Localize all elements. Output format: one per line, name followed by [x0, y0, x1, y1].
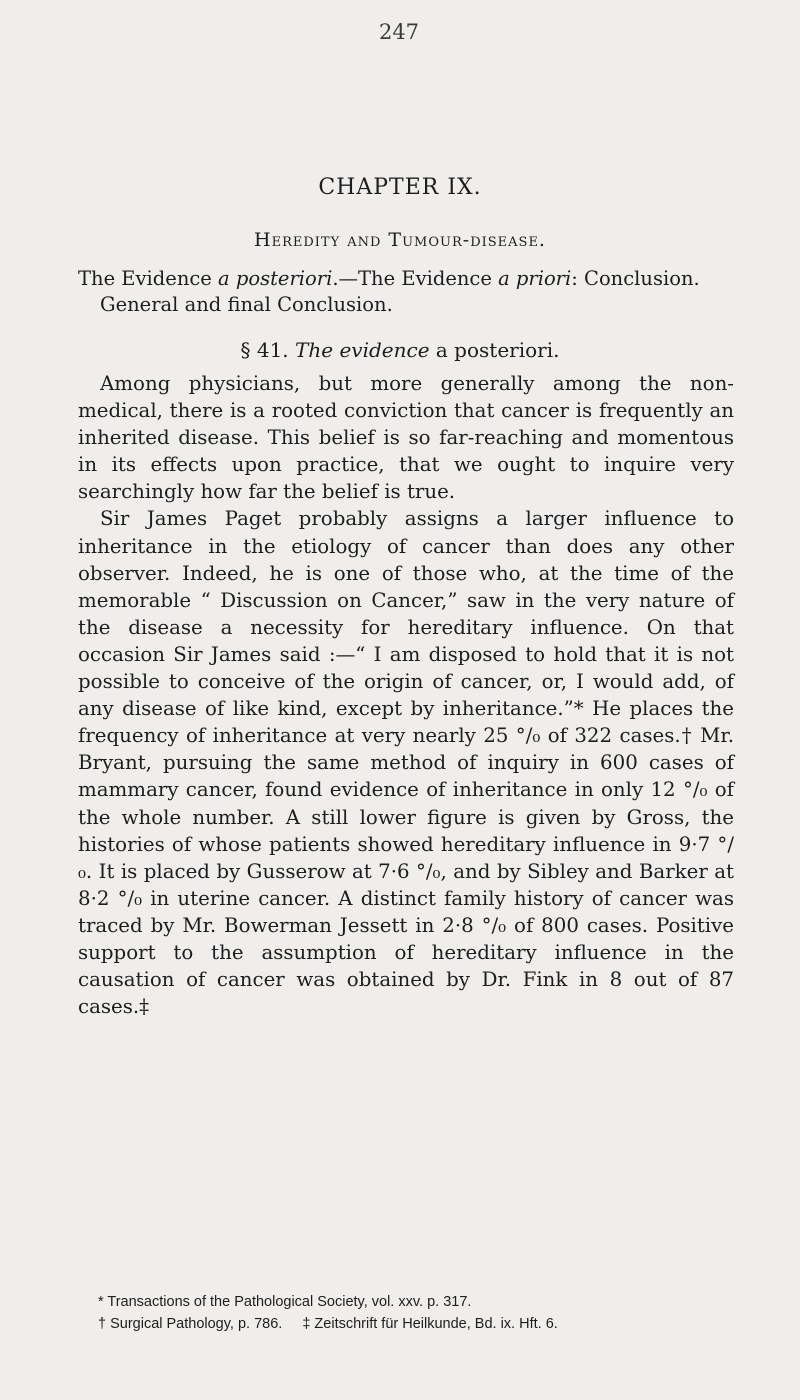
chapter-subtitle: Heredity and Tumour-disease. [254, 229, 546, 251]
body-text [78, 370, 734, 1020]
section-heading: § 41. The evidence a posteriori. [240, 338, 560, 362]
contents-line-1: The Evidence a posteriori.—The Evidence a priori: Conclusion. [78, 267, 700, 290]
footnote: † Surgical Pathology, p. 786. [98, 1316, 283, 1332]
paragraph: Among physicians, but more generally among the non-medical, there is a rooted conviction that cancer is frequently an inherited disease. This belief is so far-reaching and momentous in its effects upon practice, that we ought to inquire very searchingly how far the belief is true. [78, 372, 734, 504]
footnote: ‡ Zeitschrift für Heilkunde, Bd. ix. Hft. 6. [302, 1316, 558, 1332]
chapter-contents [78, 266, 738, 318]
footnote-line [98, 1313, 738, 1335]
contents-line-2: General and final Conclusion. [100, 293, 393, 316]
footnote: * Transactions of the Pathological Society, vol. xxv. p. 317. [98, 1294, 472, 1310]
page-number: 247 [378, 20, 420, 44]
footnotes [98, 1291, 738, 1335]
paragraph: Sir James Paget probably assigns a larger influence to inheritance in the etiology of cancer than does any other observer. Indeed, he is one of those who, at the time of the memorable “ Discussion on Cancer,” saw in the very nature of the disease a necessity for hereditary influence. On that occasion Sir James said :—“ I am disposed to hold that it is not possible to conceive of the origin of cancer, or, I would add, of any disease of like kind, except by inheritance.”* He places the frequency of inheritance at very nearly 25 °/₀ of 322 cases.† Mr. Bryant, pursuing the same method of inquiry in 600 cases of mammary cancer, found evidence of inheritance in only 12 °/₀ of the whole number. A still lower figure is given by Gross, the histories of whose patients showed hereditary influence in 9·7 °/₀. It is placed by Gusserow at 7·6 °/₀, and by Sibley and Barker at 8·2 °/₀ in uterine cancer. A distinct family history of cancer was traced by Mr. Bowerman Jessett in 2·8 °/₀ of 800 cases. Positive support to the assumption of hereditary influence in the causation of cancer was obtained by Dr. Fink in 8 out of 87 cases.‡ [78, 507, 734, 1019]
chapter-title: CHAPTER IX. [318, 175, 482, 200]
